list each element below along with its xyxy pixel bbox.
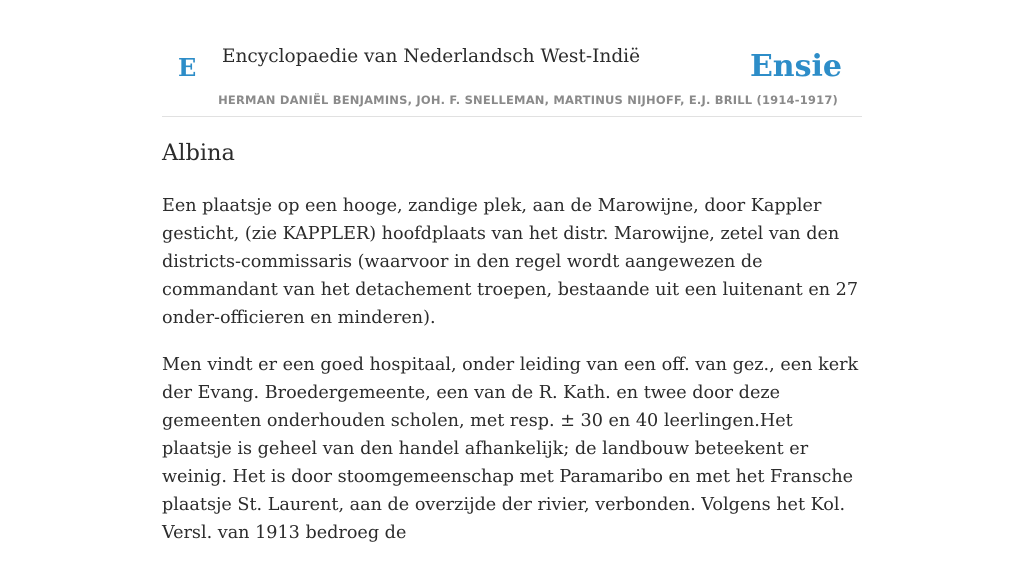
entry-paragraph: Men vindt er een goed hospitaal, onder leiding van een off. van gez., een kerk der Evang. Broedergemeente, een van de R. Kath. en twee door deze gemeenten onderhouden scholen, met resp. ± 30 en 40 leerlingen.Het plaatsje is geheel van den handel afhankelijk; de landbouw beteekent er weinig. Het is door stoomgemeenschap met Paramaribo en met het Fransche plaatsje St. Laurent, aan de overzijde der rivier, verbonden. Volgens het Kol. Versl. van 1913 bedroeg de — [162, 355, 859, 543]
ensie-brand-logo[interactable]: Ensie — [749, 49, 842, 84]
entry-paragraph: Een plaatsje op een hooge, zandige plek, aan de Marowijne, door Kappler gesticht, (zie KAPPLER) hoofdplaats van het distr. Marowijne, zetel van den districts-commissaris (waarvoor in den regel wordt aangewezen de commandant van het detachement troepen, bestaande uit een luitenant en 27 onder-officieren en minderen). — [162, 196, 859, 328]
ensie-logo-icon[interactable]: E — [178, 53, 197, 82]
book-authors: HERMAN DANIËL BENJAMINS, JOH. F. SNELLEMAN, MARTINUS NIJHOFF, E.J. BRILL (1914-1917) — [218, 93, 838, 107]
entry-title: Albina — [162, 140, 235, 166]
entry-content — [162, 192, 862, 566]
book-title-link[interactable]: Encyclopaedie van Nederlandsch West-Indië — [222, 46, 641, 67]
book-header — [162, 0, 862, 117]
